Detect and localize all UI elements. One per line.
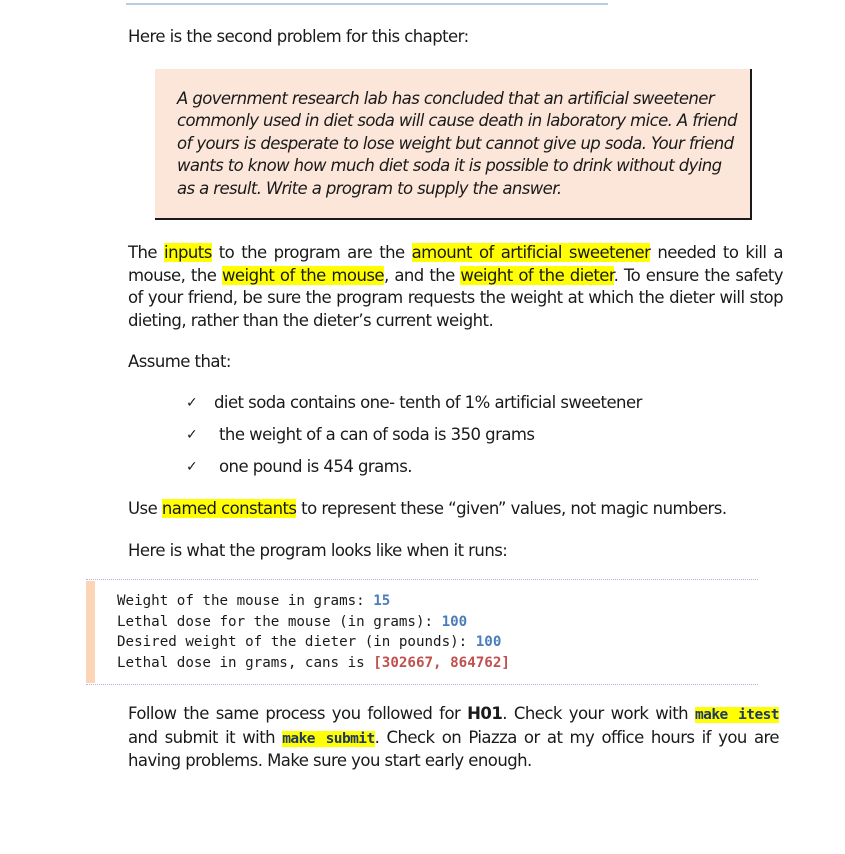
assumption-text: one pound is 454 grams. (219, 457, 412, 476)
checkmark-icon: ✓ (186, 395, 198, 411)
terminal-line (117, 653, 510, 674)
terminal-line (117, 632, 510, 653)
assume-label: Assume that: (128, 352, 231, 371)
runs-label: Here is what the program looks like when it runs: (128, 541, 508, 560)
prompt: Desired weight of the dieter (in pounds): (117, 634, 476, 650)
text: . Check on Piazza or at my office hours if you are having problems. Make sure you start early enough. (128, 727, 779, 770)
text: and submit it with (128, 727, 283, 747)
sample-run-terminal (86, 579, 758, 685)
list-item (186, 392, 642, 424)
assumption-text: diet soda contains one- tenth of 1% artificial sweetener (214, 393, 642, 412)
top-divider (126, 3, 608, 5)
text: Follow the same process you followed for (128, 704, 468, 723)
constants-paragraph (128, 498, 727, 521)
list-item (186, 424, 642, 456)
assumptions-list (186, 392, 642, 488)
highlight-dieter-weight: weight of the dieter (460, 265, 614, 285)
terminal-line (117, 591, 510, 612)
input-value: 100 (441, 613, 468, 630)
problem-statement: A government research lab has concluded that an artificial sweetener commonly used in diet soda will cause death in laboratory mice. A friend of yours is desperate to lose weight but cannot give up soda. Your friend wants to know how much diet soda it is possible to drink without dying as a result. Write a program to supply the answer. (177, 89, 737, 198)
follow-paragraph (128, 703, 779, 773)
prompt: Lethal dose for the mouse (in grams): (117, 613, 442, 630)
inputs-paragraph (128, 242, 783, 332)
assignment-ref: H01 (467, 704, 503, 723)
intro-text: Here is the second problem for this chapter: (128, 27, 469, 46)
terminal-accent-bar (86, 581, 95, 683)
prompt: Weight of the mouse in grams: (117, 593, 374, 609)
text: . Check your work with (502, 704, 695, 723)
make-itest-command: make itest (694, 707, 779, 723)
highlight-inputs: inputs (164, 243, 212, 262)
terminal-output (117, 591, 510, 673)
terminal-line (117, 612, 510, 633)
text: The (128, 243, 165, 262)
assumption-text: the weight of a can of soda is 350 grams (219, 425, 535, 444)
input-value: 15 (373, 593, 391, 609)
text: needed to kill a mouse, the (128, 243, 783, 285)
highlight-sweetener-amount: amount of artificial sweetener (411, 243, 651, 262)
text: . To ensure the safety of your friend, be sure the program requests the weight at which the dieter will stop dieting, rather than the dieter’s current weight. (128, 265, 783, 330)
text: to represent these “given” values, not magic numbers. (296, 499, 727, 518)
output-value: [302667, 864762] (373, 654, 510, 671)
text: Use (128, 499, 162, 518)
list-item (186, 456, 642, 488)
highlight-mouse-weight: weight of the mouse (221, 265, 385, 285)
text: , and the (384, 265, 461, 285)
checkmark-icon: ✓ (186, 459, 198, 475)
highlight-named-constants: named constants (161, 499, 297, 518)
text: to the program are the (211, 243, 412, 262)
input-value: 100 (475, 634, 502, 650)
checkmark-icon: ✓ (186, 427, 198, 443)
problem-statement-box (155, 69, 752, 220)
prompt: Lethal dose in grams, cans is (117, 654, 374, 671)
make-submit-command: make submit (282, 730, 375, 747)
